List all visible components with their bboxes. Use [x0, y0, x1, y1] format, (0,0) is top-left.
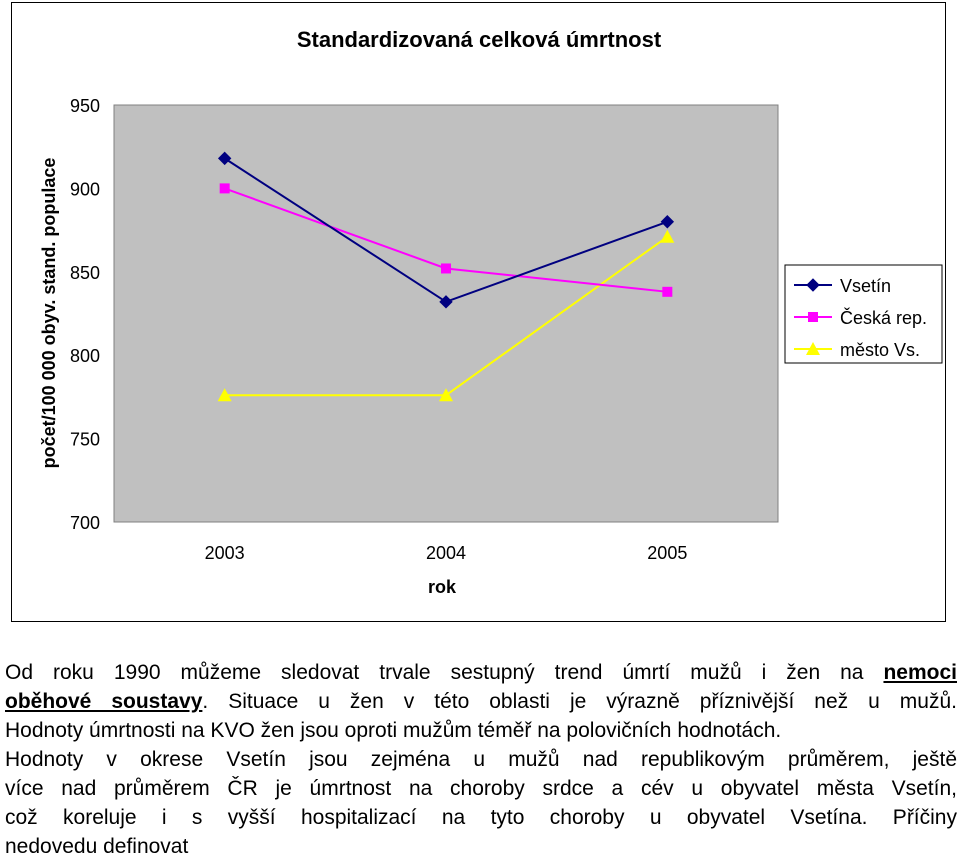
text-line: více nad průměrem ČR je úmrtnost na choroby srdce a cév u obyvatel města Vsetín, — [5, 777, 957, 800]
y-axis-ticks — [70, 96, 100, 533]
line-chart — [12, 3, 947, 623]
text-line — [5, 658, 957, 687]
x-tick-label: 2005 — [647, 543, 688, 563]
text-run: . Situace u žen v této oblasti je výrazně příznivější než u mužů. — [202, 690, 957, 713]
y-tick-label: 850 — [69, 262, 100, 283]
y-axis-label: počet/100 000 obyv. stand. populace — [39, 157, 59, 469]
y-tick-label: 800 — [69, 346, 100, 367]
link-obehove-soustavy[interactable]: oběhové soustavy — [5, 690, 203, 713]
plot-area — [114, 105, 778, 522]
y-tick-label: 900 — [69, 179, 100, 200]
chart-title: Standardizovaná celková úmrtnost — [296, 27, 662, 52]
legend — [785, 265, 942, 363]
legend-label: Česká rep. — [840, 308, 928, 328]
legend-label: město Vs. — [840, 340, 921, 360]
data-point — [662, 287, 672, 297]
x-tick-label: 2003 — [204, 543, 245, 563]
text-line: což koreluje i s vyšší hospitalizací na tyto choroby u obyvatel Vsetína. Příčiny — [5, 806, 957, 829]
link-nemoci[interactable]: nemoci — [883, 661, 957, 684]
paragraph-1 — [5, 658, 957, 861]
data-point — [220, 183, 230, 193]
x-tick-label: 2004 — [425, 543, 467, 563]
text-line: Hodnoty v okrese Vsetín jsou zejména u mužů nad republikovým průměrem, ještě — [5, 748, 957, 771]
text-line: nedovedu definovat — [5, 835, 189, 858]
y-tick-label: 750 — [69, 429, 100, 450]
text-run: Od roku 1990 můžeme sledovat trvale sestupný trend úmrtí mužů i žen na — [5, 661, 884, 684]
chart-frame — [11, 2, 946, 622]
x-axis-label: rok — [427, 577, 457, 597]
data-point — [441, 263, 451, 273]
text-line: Hodnoty úmrtnosti na KVO žen jsou oproti mužům téměř na polovičních hodnotách. — [5, 719, 782, 742]
y-tick-label: 950 — [69, 96, 100, 116]
data-point — [808, 312, 818, 322]
y-tick-label: 700 — [69, 513, 100, 533]
x-axis-ticks — [205, 543, 688, 563]
body-text — [5, 658, 957, 861]
text-line — [5, 687, 957, 716]
legend-label: Vsetín — [840, 276, 892, 296]
